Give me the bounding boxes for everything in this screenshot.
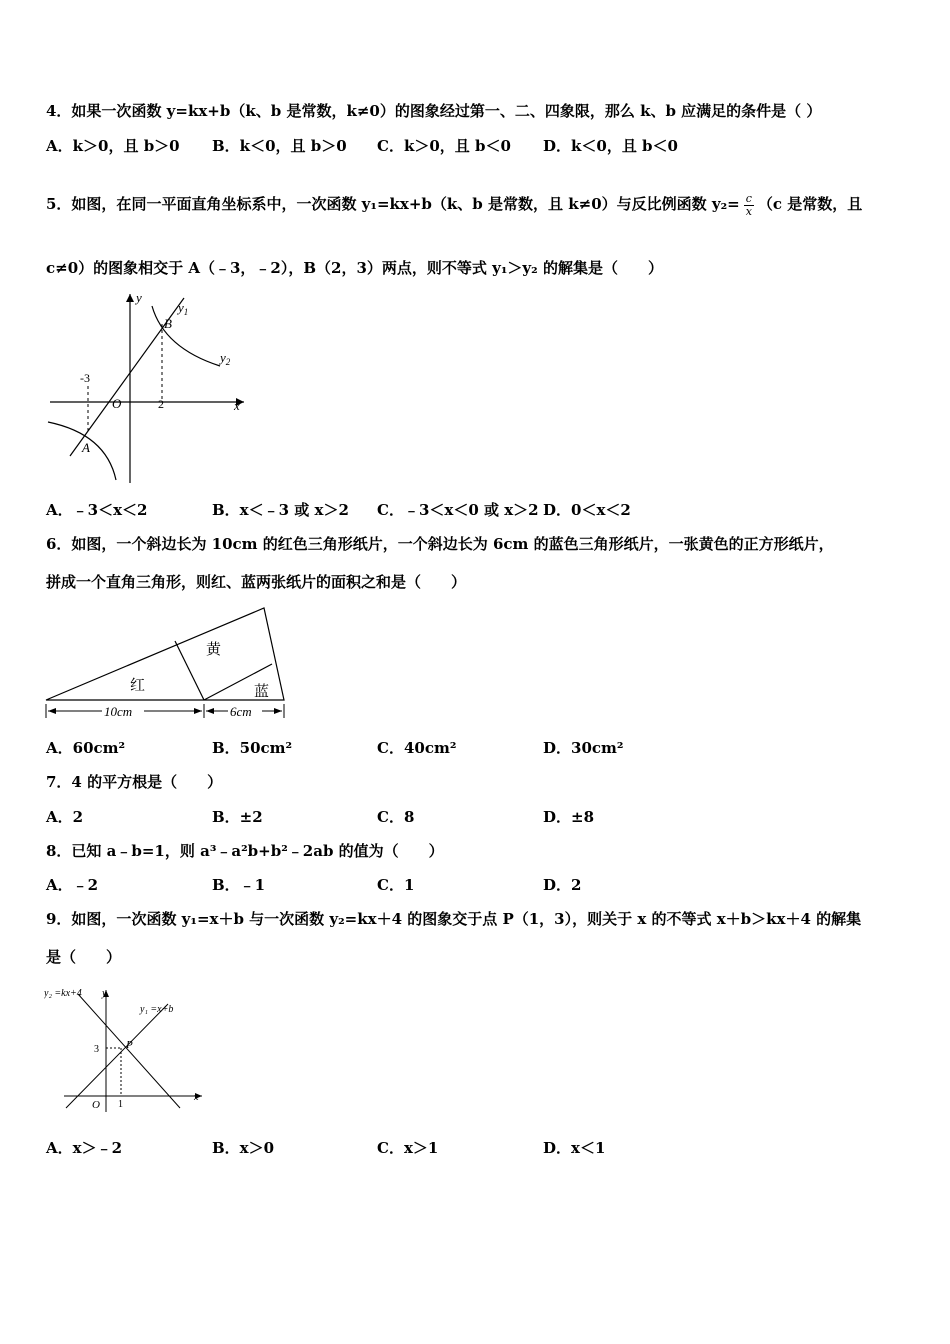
q5-x-label: x — [234, 398, 240, 413]
q6-len-blue: 6cm — [230, 704, 252, 719]
q6-label-red: 红 — [130, 678, 146, 694]
q6-option-c[interactable]: C．40cm² — [377, 739, 457, 757]
q8-option-d[interactable]: D．2 — [543, 876, 582, 894]
q9-label-y2: y₂ =kx+4 — [44, 988, 82, 999]
q4-stem: 4．如果一次函数 y=kx+b（k、b 是常数，k≠0）的图象经过第一、二、四象限，那么 k、b 应满足的条件是（ ） — [46, 102, 822, 120]
q5-option-a[interactable]: A．﹣3＜x＜2 — [46, 501, 148, 519]
q6-figure — [44, 604, 288, 724]
q9-line-y1 — [66, 1004, 168, 1108]
q6-option-b[interactable]: B．50cm² — [212, 739, 293, 757]
q8-option-a[interactable]: A．﹣2 — [46, 876, 99, 894]
q7-option-d[interactable]: D．±8 — [543, 808, 595, 826]
q9-option-c[interactable]: C．x＞1 — [377, 1139, 439, 1157]
q7-option-b[interactable]: B．±2 — [212, 808, 263, 826]
q5-curve-label — [218, 350, 231, 367]
q6-square-left — [175, 641, 204, 700]
q6-big-triangle — [46, 608, 284, 700]
q5-line-label-sub: 1 — [183, 307, 189, 317]
q5-y-label: y — [136, 290, 142, 305]
q5-option-b[interactable]: B．x＜﹣3 或 x＞2 — [212, 501, 349, 519]
q5-option-c[interactable]: C．﹣3＜x＜0 或 x＞2 — [377, 501, 539, 519]
q5-line-label — [176, 300, 188, 317]
q5-origin: O — [112, 396, 122, 411]
q7-option-a[interactable]: A．2 — [46, 808, 84, 826]
q8-option-b[interactable]: B．﹣1 — [212, 876, 266, 894]
q5-curve-label-sub: 2 — [225, 357, 231, 367]
q9-y-label: y — [102, 988, 107, 999]
q4-option-a[interactable]: A．k＞0，且 b＞0 — [46, 137, 180, 155]
q6-label-yellow: 黄 — [206, 642, 222, 658]
q5-y-arrow-icon — [126, 294, 134, 302]
q4-option-b[interactable]: B．k＜0，且 b＞0 — [212, 137, 347, 155]
q6-label-blue: 蓝 — [254, 684, 270, 700]
q5-stem-part2: （c 是常数，且 — [757, 195, 863, 213]
q5-tick-neg3: -3 — [80, 371, 90, 385]
q9-x-label: x — [194, 1092, 199, 1103]
q9-option-b[interactable]: B．x＞0 — [212, 1139, 275, 1157]
q7-stem: 7．4 的平方根是（ ） — [46, 773, 223, 791]
q9-label-y1: y₁ =x+b — [140, 1004, 174, 1015]
q5-stem-line2: c≠0）的图象相交于 A（﹣3，﹣2），B（2，3）两点，则不等式 y₁＞y₂ 的解集是（ ） — [46, 259, 663, 277]
q8-option-c[interactable]: C．1 — [377, 876, 415, 894]
q6-stem-line1: 6．如图，一个斜边长为 10cm 的红色三角形纸片，一个斜边长为 6cm 的蓝色三角形纸片，一张黄色的正方形纸片， — [46, 535, 834, 553]
q5-fraction — [744, 193, 754, 218]
q6-len-red: 10cm — [104, 704, 133, 719]
q5-stem-line1 — [46, 186, 862, 222]
q9-stem-line1: 9．如图，一次函数 y₁=x＋b 与一次函数 y₂=kx＋4 的图象交于点 P（1，3），则关于 x 的不等式 x＋b＞kx＋4 的解集 — [46, 910, 862, 928]
q8-stem: 8．已知 a﹣b=1，则 a³﹣a²b+b²﹣2ab 的值为（ ） — [46, 842, 444, 860]
q6-arrow-mid-left-icon — [194, 708, 202, 714]
q7-option-c[interactable]: C．8 — [377, 808, 415, 826]
q5-frac-den: x — [745, 204, 752, 218]
q9-stem-line2: 是（ ） — [46, 948, 122, 966]
q4-option-c[interactable]: C．k＞0，且 b＜0 — [377, 137, 511, 155]
q5-figure — [44, 288, 254, 488]
q5-point-b: B — [164, 316, 172, 331]
q6-option-a[interactable]: A．60cm² — [46, 739, 126, 757]
q6-arrow-mid-right-icon — [206, 708, 214, 714]
q6-arrow-right-icon — [274, 708, 282, 714]
q9-point-p: P — [126, 1039, 133, 1051]
q9-option-d[interactable]: D．x＜1 — [543, 1139, 606, 1157]
q5-point-a: A — [82, 440, 90, 455]
q5-stem-part1: 5．如图，在同一平面直角坐标系中，一次函数 y₁=kx+b（k、b 是常数，且 k≠0）与反比例函数 y₂= — [46, 195, 740, 213]
q9-tick-1: 1 — [118, 1099, 123, 1110]
q9-origin: O — [92, 1099, 100, 1111]
q6-stem-line2: 拼成一个直角三角形，则红、蓝两张纸片的面积之和是（ ） — [46, 573, 467, 591]
q5-tick-2: 2 — [158, 397, 164, 411]
q9-option-a[interactable]: A．x＞﹣2 — [46, 1139, 123, 1157]
q6-arrow-left-icon — [48, 708, 56, 714]
q9-figure — [44, 982, 210, 1116]
q5-line-label-y: y — [178, 300, 184, 315]
q6-option-d[interactable]: D．30cm² — [543, 739, 624, 757]
q5-curve-label-y: y — [220, 350, 226, 365]
q4-option-d[interactable]: D．k＜0，且 b＜0 — [543, 137, 678, 155]
q9-tick-3: 3 — [94, 1044, 99, 1055]
q5-frac-num: c — [745, 191, 752, 205]
q5-option-d[interactable]: D．0＜x＜2 — [543, 501, 631, 519]
